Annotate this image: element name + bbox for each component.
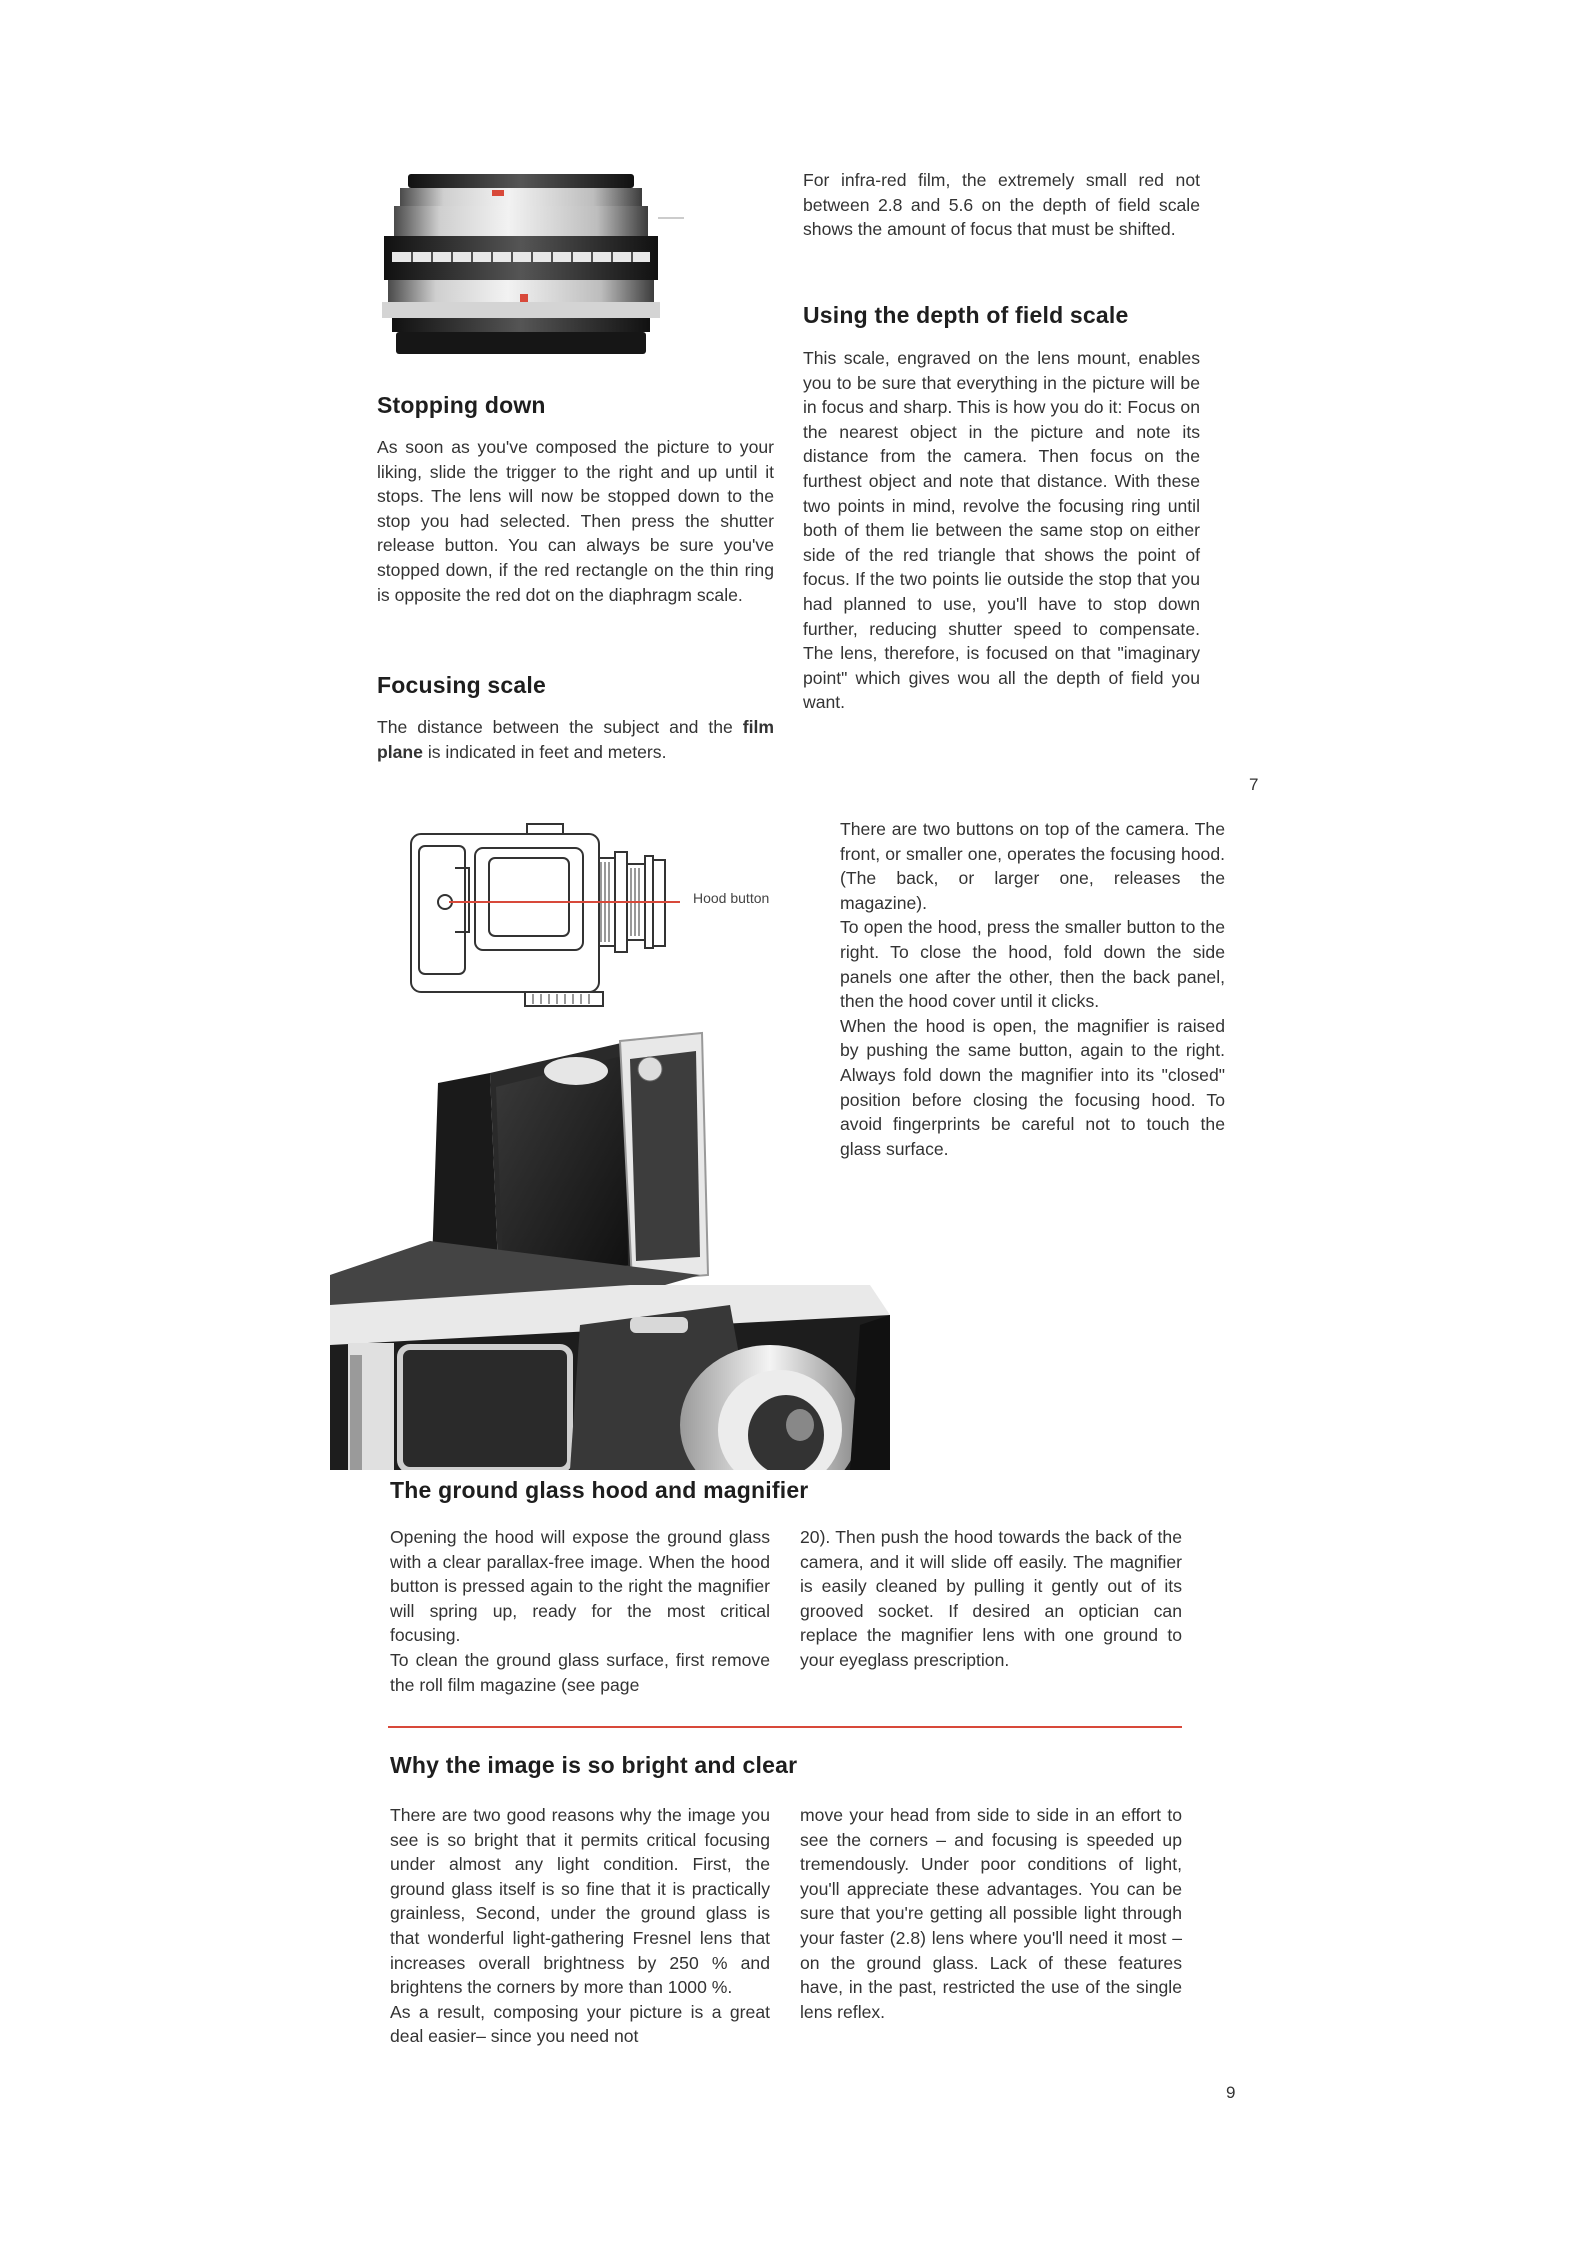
bright-image-heading: Why the image is so bright and clear	[390, 1752, 798, 1778]
bright-image-col1	[390, 1803, 770, 2049]
ground-glass-col1-paragraph-1: Opening the hood will expose the ground glass with a clear parallax-free image. When the hood button is pressed again to the right the magnifier will spring up, ready for the most critical focusing.	[390, 1527, 770, 1646]
ground-glass-col2: 20). Then push the hood towards the back of the camera, and it will slide off easily. The magnifier is easily cleaned by pulling it gently out of its grooved socket. If desired an optician can replace the magnifier lens with one ground to your eyeglass prescription.	[800, 1527, 1182, 1670]
ground-glass-col1	[390, 1525, 770, 1697]
page-number-bottom: 9	[1226, 2083, 1236, 2102]
buttons-text-block	[840, 817, 1225, 1161]
stopping-down-heading: Stopping down	[377, 392, 546, 418]
buttons-paragraph-2: To open the hood, press the smaller button to the right. To close the hood, fold down the side panels one after the other, then the back panel, then the hood cover until it clicks.	[840, 917, 1225, 1012]
camera-photo	[330, 1025, 890, 1470]
page-number-top: 7	[1249, 775, 1259, 794]
stopping-down-text: As soon as you've composed the picture to your liking, slide the trigger to the right and up until it stops. The lens will now be stopped down to the stop you had selected. Then press the shutter release button. You can always be sure you've stopped down, if the red rectangle on the thin ring is opposite the red dot on the diaphragm scale.	[377, 437, 774, 605]
ground-glass-col1-paragraph-2: To clean the ground glass surface, first remove the roll film magazine (see page	[390, 1649, 770, 1695]
buttons-paragraph-1: There are two buttons on top of the camera. The front, or smaller one, operates the focusing hood. (The back, or larger one, releases the magazine).	[840, 819, 1225, 913]
depth-of-field-text: This scale, engraved on the lens mount, enables you to be sure that everything in the picture will be in focus and sharp. This is how you do it: Focus on the nearest object in the picture and note its distance from the camera. Then focus on the furthest object and note that distance. With these two points in mind, revolve the focusing ring until both of them lie between the same stop on either side of the red triangle that shows the point of focus. If the two points lie outside the stop that you had planned to use, you'll have to stop down further, reducing shutter speed to compensate. The lens, therefore, is focused on that "imaginary point" which gives wou all the depth of field you want.	[803, 348, 1200, 713]
focusing-scale-text: The distance between the subject and the film plane is indicated in feet and meters.	[377, 717, 774, 762]
bright-image-col2: move your head from side to side in an effort to see the corners – and focusing is speeded up tremendously. Under poor conditions of light, you'll appreciate these advantages. You can be sure that you're getting all possible light through your faster (2.8) lens where you'll need it most – on the ground glass. Lack of these features have, in the past, restricted the use of the single lens reflex.	[800, 1805, 1182, 2022]
infrared-paragraph: For infra-red film, the extremely small red not between 2.8 and 5.6 on the depth of field scale shows the amount of focus that must be shifted.	[803, 170, 1200, 240]
lens-photo	[372, 168, 700, 368]
depth-of-field-heading: Using the depth of field scale	[803, 302, 1129, 328]
camera-top-diagram	[405, 822, 690, 1012]
bright-image-col1-paragraph-1: There are two good reasons why the image you see is so bright that it permits critical focusing under almost any light condition. First, the ground glass itself is so fine that it is practically grainless, Second, under the ground glass is that wonderful light-gathering Fresnel lens that increases overall brightness by 250 % and brightens the corners by more than 1000 %.	[390, 1805, 770, 1998]
buttons-paragraph-3: When the hood is open, the magnifier is raised by pushing the same button, again to the right. Always fold down the magnifier into its "closed" position before closing the focusing hood. To avoid fingerprints be careful not to touch the glass surface.	[840, 1015, 1225, 1159]
focusing-scale-heading: Focusing scale	[377, 672, 546, 698]
hood-button-label: Hood button	[693, 890, 770, 906]
ground-glass-heading: The ground glass hood and magnifier	[390, 1477, 809, 1503]
bright-image-col1-paragraph-2: As a result, composing your picture is a great deal easier– since you need not	[390, 2001, 770, 2047]
red-divider	[388, 1726, 1182, 1728]
